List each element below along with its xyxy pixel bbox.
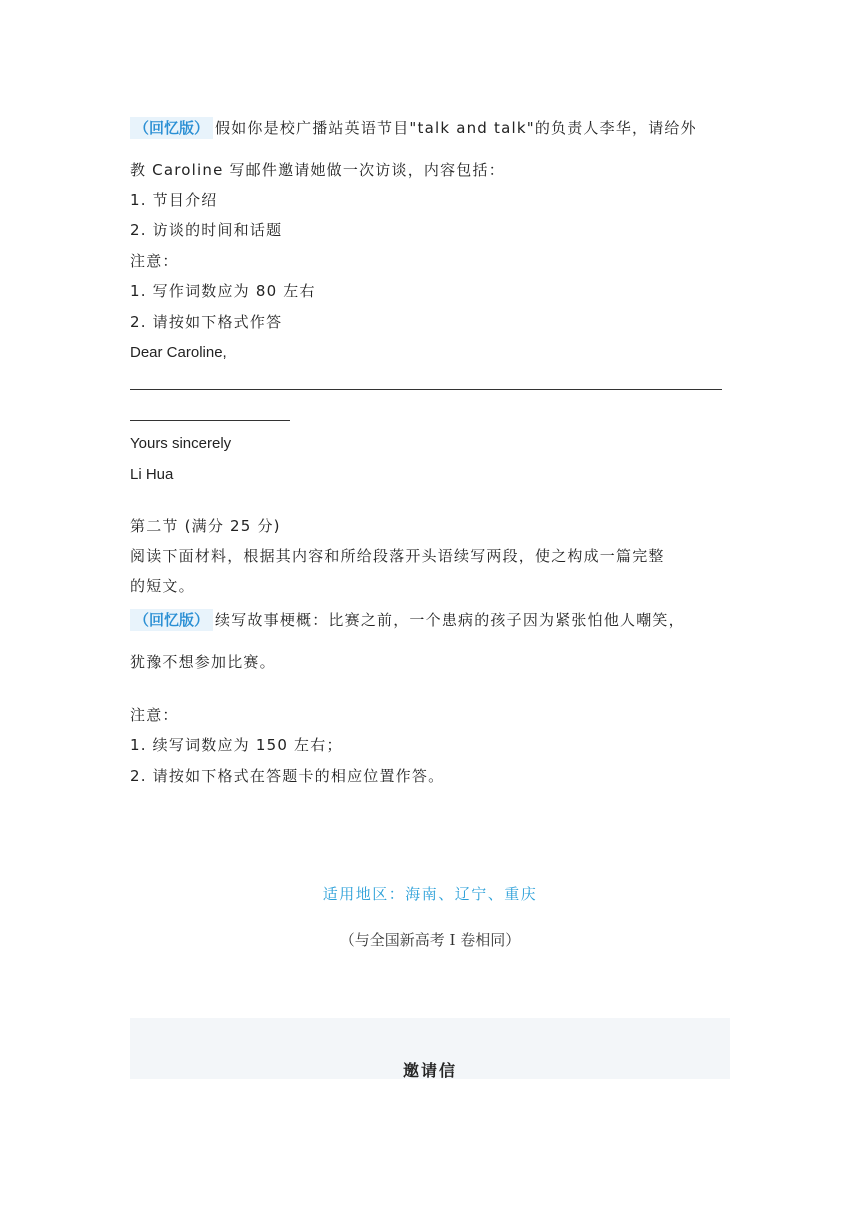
task2-note-2: 2. 请按如下格式在答题卡的相应位置作答。 (130, 767, 445, 785)
task1-note-label: 注意： (130, 252, 179, 270)
answer-line-1 (130, 389, 722, 390)
task1-prompt-line2: 教 Caroline 写邮件邀请她做一次访谈，内容包括： (130, 161, 505, 179)
recall-version-tag: （回忆版） (130, 117, 213, 139)
task2-intro-line2: 的短文。 (130, 577, 195, 595)
task1-prompt-line1 (130, 117, 697, 139)
task2-note-1: 1. 续写词数应为 150 左右； (130, 736, 343, 754)
task2-summary-line1 (130, 609, 685, 631)
recall-version-tag: （回忆版） (130, 609, 213, 631)
panel-title: 邀请信 (402, 1061, 457, 1080)
letter-greeting: Dear Caroline, (130, 344, 227, 361)
task1-note-1: 1. 写作词数应为 80 左右 (130, 282, 316, 300)
section-heading: 第二节 (满分 25 分) (130, 517, 281, 535)
letter-signature: Li Hua (130, 466, 174, 483)
letter-closing: Yours sincerely (130, 435, 232, 452)
task1-item-2: 2. 访谈的时间和话题 (130, 221, 283, 239)
task1-note-2: 2. 请按如下格式作答 (130, 313, 283, 331)
task1-prompt-text: 假如你是校广播站英语节目"talk and talk"的负责人李华，请给外 (215, 119, 697, 137)
task2-summary-text: 续写故事梗概：比赛之前，一个患病的孩子因为紧张怕他人嘲笑， (215, 611, 685, 629)
applicable-regions: 适用地区：海南、辽宁、重庆 (322, 885, 538, 903)
answer-line-2 (130, 420, 290, 421)
task2-note-label: 注意： (130, 706, 179, 724)
sample-answer-panel (130, 1018, 730, 1079)
task2-summary-line2: 犹豫不想参加比赛。 (130, 653, 276, 671)
task2-intro-line1: 阅读下面材料，根据其内容和所给段落开头语续写两段，使之构成一篇完整 (130, 547, 665, 565)
task1-item-1: 1. 节目介绍 (130, 191, 218, 209)
region-note: （与全国新高考 I 卷相同） (339, 931, 521, 949)
